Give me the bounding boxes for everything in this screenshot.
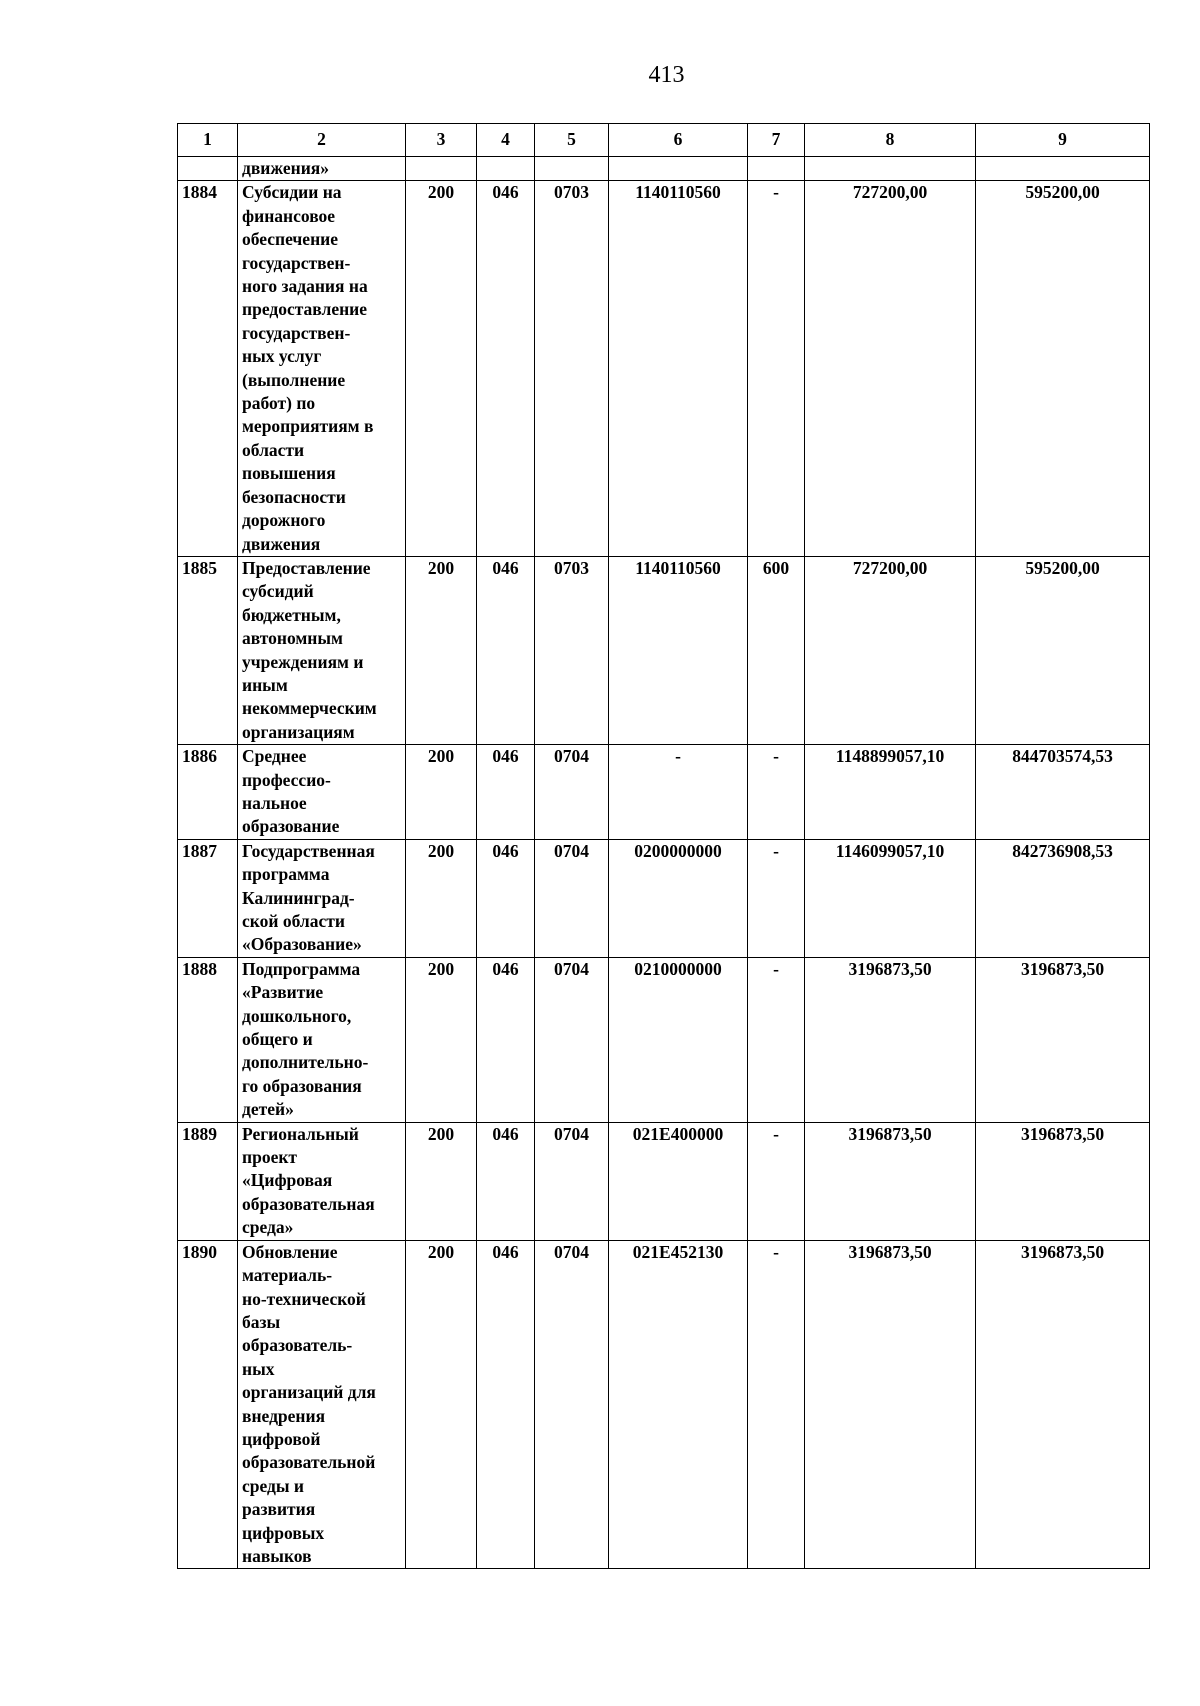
- col4-value: 046: [477, 745, 535, 840]
- row-number: 1888: [178, 957, 238, 1122]
- col4-value: 046: [477, 1122, 535, 1240]
- table-row: [178, 1122, 1150, 1240]
- row-number: 1886: [178, 745, 238, 840]
- col9-value: 842736908,53: [976, 839, 1150, 957]
- table-cell: [178, 157, 238, 181]
- col5-value: 0704: [535, 1240, 609, 1569]
- table-cell: [748, 157, 805, 181]
- row-number: 1884: [178, 181, 238, 557]
- header-cell: 5: [535, 124, 609, 157]
- col4-value: 046: [477, 957, 535, 1122]
- budget-table: [177, 123, 1150, 1569]
- col8-value: 3196873,50: [805, 1122, 976, 1240]
- header-cell: 3: [406, 124, 477, 157]
- col8-value: 1146099057,10: [805, 839, 976, 957]
- col7-value: -: [748, 181, 805, 557]
- continuation-row: [178, 157, 1150, 181]
- table-row: [178, 745, 1150, 840]
- header-cell: 8: [805, 124, 976, 157]
- col4-value: 046: [477, 1240, 535, 1569]
- col3-value: 200: [406, 839, 477, 957]
- col3-value: 200: [406, 745, 477, 840]
- col3-value: 200: [406, 957, 477, 1122]
- col6-value: 1140110560: [609, 556, 748, 744]
- col6-value: 1140110560: [609, 181, 748, 557]
- col6-value: 021E400000: [609, 1122, 748, 1240]
- header-cell: 2: [238, 124, 406, 157]
- col3-value: 200: [406, 181, 477, 557]
- table-header-row: [178, 124, 1150, 157]
- col9-value: 595200,00: [976, 181, 1150, 557]
- col4-value: 046: [477, 839, 535, 957]
- table-cell: [976, 157, 1150, 181]
- header-cell: 1: [178, 124, 238, 157]
- col4-value: 046: [477, 556, 535, 744]
- col5-value: 0703: [535, 181, 609, 557]
- col8-value: 727200,00: [805, 181, 976, 557]
- table-row: [178, 957, 1150, 1122]
- col7-value: 600: [748, 556, 805, 744]
- page-number: 413: [648, 62, 685, 88]
- col8-value: 3196873,50: [805, 1240, 976, 1569]
- table-row: [178, 556, 1150, 744]
- col3-value: 200: [406, 556, 477, 744]
- table-cell: [477, 157, 535, 181]
- table-row: [178, 839, 1150, 957]
- row-description: Субсидии на финансовое обеспечение государствен- ного задания на предоставление государствен- ных услуг (выполнение работ) по мероприятиям в области повышения безопасности дорожного движения: [238, 181, 406, 557]
- col3-value: 200: [406, 1122, 477, 1240]
- col4-value: 046: [477, 181, 535, 557]
- col8-value: 1148899057,10: [805, 745, 976, 840]
- table-cell: [805, 157, 976, 181]
- continuation-text: движения»: [238, 157, 406, 181]
- col7-value: -: [748, 1240, 805, 1569]
- col7-value: -: [748, 745, 805, 840]
- col5-value: 0703: [535, 556, 609, 744]
- row-number: 1890: [178, 1240, 238, 1569]
- row-description: Региональный проект «Цифровая образовательная среда»: [238, 1122, 406, 1240]
- col7-value: -: [748, 957, 805, 1122]
- col5-value: 0704: [535, 957, 609, 1122]
- table-cell: [535, 157, 609, 181]
- row-number: 1885: [178, 556, 238, 744]
- col7-value: -: [748, 1122, 805, 1240]
- header-cell: 6: [609, 124, 748, 157]
- col5-value: 0704: [535, 745, 609, 840]
- col6-value: 021E452130: [609, 1240, 748, 1569]
- row-description: Обновление материаль- но-технической базы образователь- ных организаций для внедрения цифровой образовательной среды и развития цифровых навыков: [238, 1240, 406, 1569]
- table-row: [178, 181, 1150, 557]
- row-description: Государственная программа Калининград- ской области «Образование»: [238, 839, 406, 957]
- row-number: 1889: [178, 1122, 238, 1240]
- header-cell: 9: [976, 124, 1150, 157]
- row-description: Подпрограмма «Развитие дошкольного, общего и дополнительно- го образования детей»: [238, 957, 406, 1122]
- col9-value: 3196873,50: [976, 957, 1150, 1122]
- row-description: Среднее профессио- нальное образование: [238, 745, 406, 840]
- table-row: [178, 1240, 1150, 1569]
- col8-value: 3196873,50: [805, 957, 976, 1122]
- col3-value: 200: [406, 1240, 477, 1569]
- table-cell: [406, 157, 477, 181]
- header-cell: 7: [748, 124, 805, 157]
- table-cell: [609, 157, 748, 181]
- col6-value: -: [609, 745, 748, 840]
- col9-value: 3196873,50: [976, 1122, 1150, 1240]
- col7-value: -: [748, 839, 805, 957]
- col9-value: 595200,00: [976, 556, 1150, 744]
- col6-value: 0200000000: [609, 839, 748, 957]
- col9-value: 844703574,53: [976, 745, 1150, 840]
- col9-value: 3196873,50: [976, 1240, 1150, 1569]
- row-description: Предоставление субсидий бюджетным, автономным учреждениям и иным некоммерческим организациям: [238, 556, 406, 744]
- row-number: 1887: [178, 839, 238, 957]
- col8-value: 727200,00: [805, 556, 976, 744]
- col5-value: 0704: [535, 839, 609, 957]
- col5-value: 0704: [535, 1122, 609, 1240]
- header-cell: 4: [477, 124, 535, 157]
- col6-value: 0210000000: [609, 957, 748, 1122]
